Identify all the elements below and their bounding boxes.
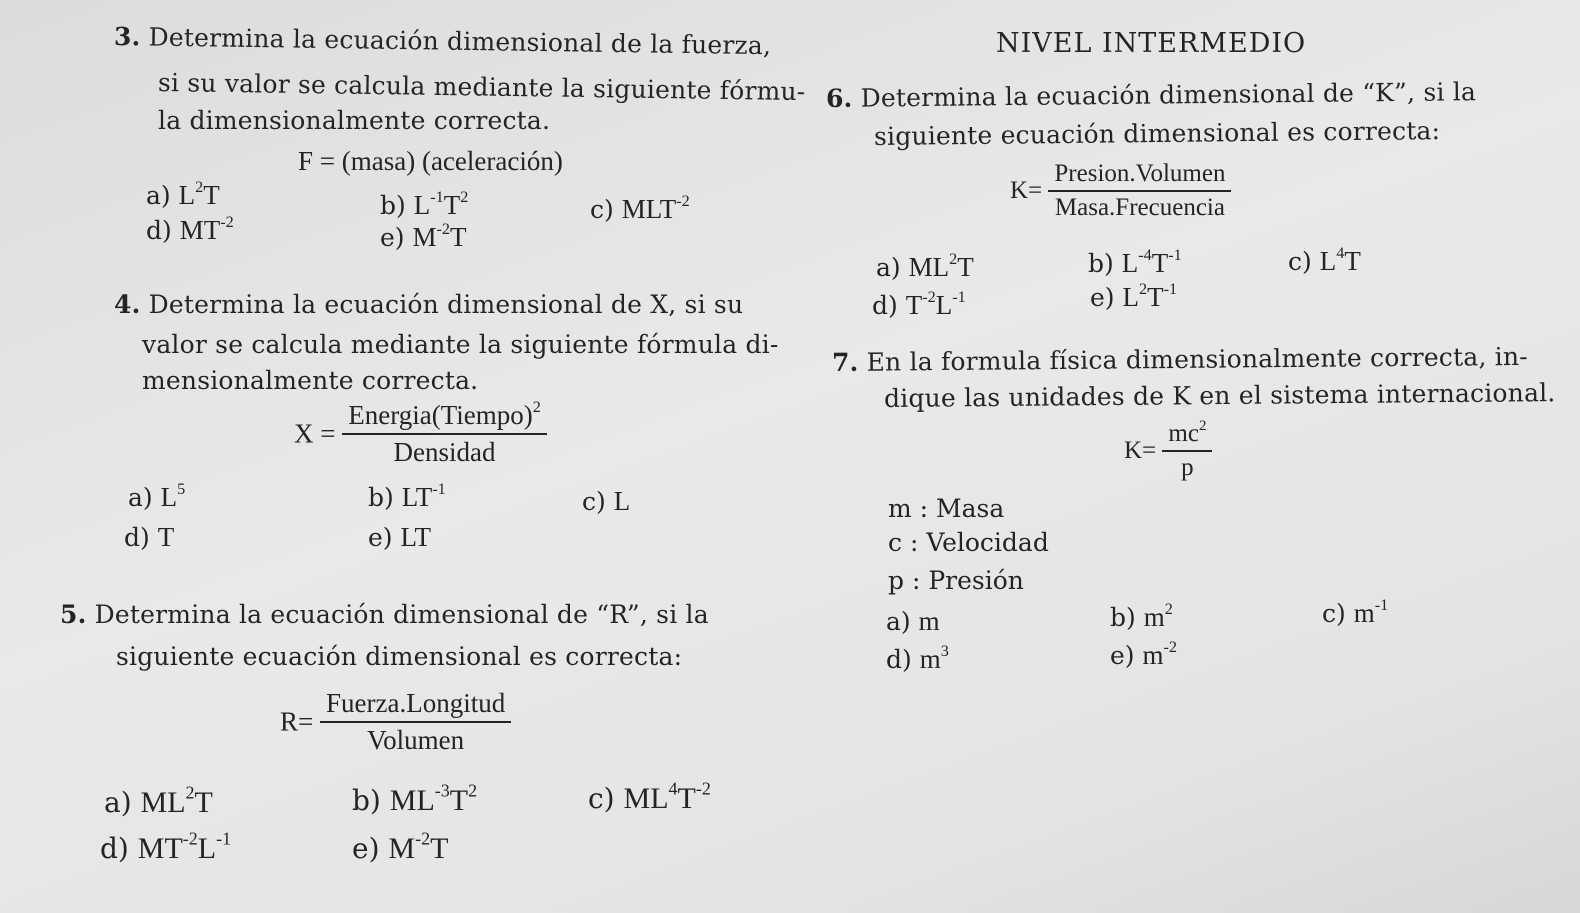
answer-exponent: 5: [177, 479, 186, 498]
q5-option-a[interactable]: [104, 782, 213, 820]
answer-base: m: [1353, 598, 1375, 628]
option-letter: b): [352, 784, 381, 817]
answer-tail: T: [677, 782, 696, 815]
option-letter: c): [1288, 247, 1312, 276]
q4-line3: mensionalmente correcta.: [142, 366, 479, 395]
answer-base: MT: [179, 215, 221, 245]
answer-exponent: 4: [668, 778, 678, 799]
answer-tail: T: [443, 190, 461, 220]
answer-value: LT: [400, 522, 432, 552]
option-letter: b): [1110, 603, 1136, 632]
q5-line1: [60, 600, 709, 629]
answer-base: ML: [623, 782, 669, 815]
q5-option-b[interactable]: [352, 780, 478, 818]
q6-formula: [1010, 160, 1231, 222]
option-letter: e): [368, 523, 393, 552]
answer-tail: T: [1151, 248, 1169, 278]
answer-exponent: -2: [220, 212, 234, 231]
answer-exponent: 2: [949, 249, 958, 268]
option-letter: a): [886, 607, 911, 636]
formula-fraction: [1162, 417, 1212, 482]
answer-exponent: -1: [1374, 595, 1389, 614]
q3-option-d[interactable]: [146, 212, 234, 246]
answer-tail: T: [430, 832, 449, 865]
answer-base: ML: [908, 252, 950, 282]
answer-tail: T: [1344, 246, 1361, 276]
q3-line1: [114, 22, 772, 60]
answer-base: M: [388, 832, 416, 865]
q4-formula: [294, 397, 547, 468]
formula-fraction: [320, 688, 511, 756]
answer-exponent: -2: [1163, 637, 1178, 656]
q3-number: 3.: [113, 22, 141, 52]
numerator-exponent: 2: [1198, 417, 1207, 434]
answer-base: T: [905, 290, 923, 320]
answer-exponent: 2: [185, 782, 195, 803]
option-letter: e): [380, 223, 405, 252]
q7-line2: dique las unidades de K en el sistema internacional.: [883, 378, 1556, 413]
q6-option-d[interactable]: [872, 287, 966, 321]
formula-numerator: [342, 397, 547, 435]
option-letter: d): [124, 523, 150, 552]
formula-numerator: Fuerza.Longitud: [320, 688, 511, 723]
q5-line2: siguiente ecuación dimensional es correcta:: [116, 642, 683, 671]
option-letter: a): [128, 483, 153, 512]
answer-tail: T: [450, 222, 467, 252]
answer-exponent-2: -2: [695, 778, 711, 799]
q3-option-e[interactable]: [380, 219, 467, 253]
option-letter: e): [352, 832, 380, 865]
q7-number: 7.: [831, 347, 859, 377]
answer-exponent: 2: [1164, 599, 1173, 618]
answer-exponent-2: 2: [460, 187, 469, 206]
formula-lhs: K=: [1124, 437, 1157, 464]
answer-exponent-2: -1: [1168, 245, 1182, 264]
q6-option-e[interactable]: [1090, 279, 1178, 313]
option-letter: e): [1110, 641, 1135, 670]
formula-fraction: [1048, 160, 1231, 222]
answer-exponent: -1: [432, 479, 446, 498]
q3-option-a[interactable]: [146, 177, 220, 211]
q7-option-e[interactable]: [1110, 637, 1178, 671]
answer-tail: T: [194, 786, 213, 819]
numerator-text: Energia(Tiempo): [348, 400, 533, 430]
q7-legend-m: m : Masa: [888, 494, 1005, 523]
q5-number: 5.: [60, 600, 87, 629]
option-letter: d): [886, 645, 912, 674]
q4-line1: [114, 290, 743, 319]
formula-lhs: K=: [1010, 177, 1043, 204]
answer-exponent: -2: [436, 219, 451, 238]
formula-numerator: Presion.Volumen: [1048, 160, 1231, 192]
q3-formula: F = (masa) (aceleración): [298, 146, 563, 176]
answer-value: T: [157, 522, 175, 552]
q4-number: 4.: [114, 290, 141, 319]
q6-option-c[interactable]: [1288, 243, 1361, 277]
q4-option-b[interactable]: [368, 479, 446, 513]
q6-option-a[interactable]: [876, 249, 974, 283]
formula-lhs: X =: [294, 418, 336, 449]
q5-formula: [280, 688, 511, 756]
q6-option-b[interactable]: [1088, 245, 1182, 279]
q7-legend-p: p : Presión: [888, 566, 1024, 595]
q6-text: Determina la ecuación dimensional de “K”, si la: [860, 77, 1477, 113]
option-letter: a): [104, 786, 132, 819]
answer-exponent-2: -1: [952, 287, 966, 306]
answer-base: L: [1319, 246, 1337, 276]
q3-option-c[interactable]: [590, 191, 690, 225]
formula-denominator: Masa.Frecuencia: [1054, 194, 1225, 221]
answer-base: L: [1121, 248, 1139, 278]
option-letter: b): [368, 483, 394, 512]
numerator-exponent: 2: [532, 397, 541, 416]
q5-option-d[interactable]: [100, 828, 232, 866]
formula-denominator: p: [1181, 454, 1194, 481]
answer-exponent: 2: [1139, 279, 1148, 298]
q4-option-d[interactable]: [124, 522, 174, 553]
answer-base: m: [1143, 602, 1165, 632]
formula-numerator: [1162, 417, 1212, 452]
q7-legend-c: c : Velocidad: [888, 528, 1049, 557]
q7-text: En la formula física dimensionalmente correcta, in-: [866, 341, 1528, 377]
q5-option-e[interactable]: [352, 828, 449, 866]
answer-base: L: [413, 190, 431, 220]
q7-option-b[interactable]: [1110, 599, 1173, 633]
option-letter: c): [588, 782, 615, 815]
q4-option-c[interactable]: [582, 486, 630, 517]
formula-fraction: [342, 397, 547, 468]
option-letter: e): [1090, 283, 1115, 312]
answer-base: m: [1142, 640, 1164, 670]
answer-base: M: [412, 222, 437, 252]
q3-text: Determina la ecuación dimensional de la fuerza,: [148, 22, 772, 61]
formula-denominator: Densidad: [393, 437, 496, 467]
formula-denominator: Volumen: [367, 725, 465, 755]
level-heading: NIVEL INTERMEDIO: [996, 28, 1307, 59]
q5-option-c[interactable]: [588, 778, 711, 816]
q5-text: Determina la ecuación dimensional de “R”, si la: [94, 600, 709, 629]
answer-exponent-2: 2: [468, 780, 478, 801]
answer-exponent: -2: [182, 828, 198, 849]
option-letter: d): [146, 216, 172, 245]
option-letter: c): [590, 195, 614, 224]
answer-base: L: [178, 180, 196, 210]
answer-base: L: [160, 482, 178, 512]
option-letter: b): [1088, 249, 1114, 278]
answer-exponent: -2: [922, 287, 936, 306]
answer-base: ML: [389, 784, 435, 817]
answer-exponent: 4: [1336, 243, 1345, 262]
answer-tail: T: [449, 784, 469, 817]
q3-line3: la dimensionalmente correcta.: [158, 106, 551, 135]
option-letter: c): [1322, 599, 1346, 628]
answer-exponent: -3: [434, 780, 450, 801]
answer-value: m: [918, 606, 940, 636]
answer-base: MT: [137, 832, 183, 865]
answer-exponent: 2: [195, 177, 204, 196]
answer-base: MLT: [621, 194, 677, 224]
formula-lhs: R=: [280, 706, 314, 737]
answer-exponent-2: -1: [216, 828, 232, 849]
answer-base: LT: [401, 482, 433, 512]
option-letter: d): [100, 832, 129, 865]
answer-tail: L: [935, 290, 953, 320]
q4-option-e[interactable]: [368, 522, 431, 553]
answer-tail: L: [197, 832, 217, 865]
q7-formula: [1124, 417, 1212, 482]
q7-option-c[interactable]: [1322, 595, 1389, 629]
q4-option-a[interactable]: [128, 479, 186, 513]
answer-exponent: -4: [1138, 245, 1152, 264]
q6-line2: siguiente ecuación dimensional es correcta:: [873, 116, 1441, 151]
option-letter: c): [582, 487, 606, 516]
q6-number: 6.: [825, 83, 853, 113]
answer-exponent: -2: [676, 191, 690, 210]
option-letter: b): [380, 191, 406, 220]
q6-line1: [826, 77, 1476, 113]
answer-tail: T: [1147, 282, 1164, 312]
q4-line2: valor se calcula mediante la siguiente fórmula di-: [142, 330, 779, 359]
q4-text: Determina la ecuación dimensional de X, si su: [148, 290, 744, 319]
q7-line1: [832, 342, 1528, 377]
answer-base: ML: [140, 786, 186, 819]
answer-exponent: 3: [940, 641, 949, 660]
option-letter: a): [876, 253, 901, 282]
option-letter: d): [872, 291, 898, 320]
numerator-text: mc: [1168, 420, 1199, 447]
answer-base: L: [1122, 282, 1140, 312]
answer-value: L: [613, 486, 631, 516]
answer-base: m: [919, 644, 941, 674]
q3-option-b[interactable]: [380, 187, 469, 221]
answer-tail: T: [957, 252, 974, 282]
q7-option-a[interactable]: [886, 606, 940, 637]
answer-exponent-2: -1: [1163, 279, 1178, 298]
answer-tail: T: [203, 180, 220, 210]
answer-exponent: -1: [430, 187, 444, 206]
answer-exponent: -2: [415, 828, 431, 849]
q3-line2: si su valor se calcula mediante la siguiente fórmu-: [157, 68, 806, 107]
option-letter: a): [146, 181, 171, 210]
q7-option-d[interactable]: [886, 641, 949, 675]
